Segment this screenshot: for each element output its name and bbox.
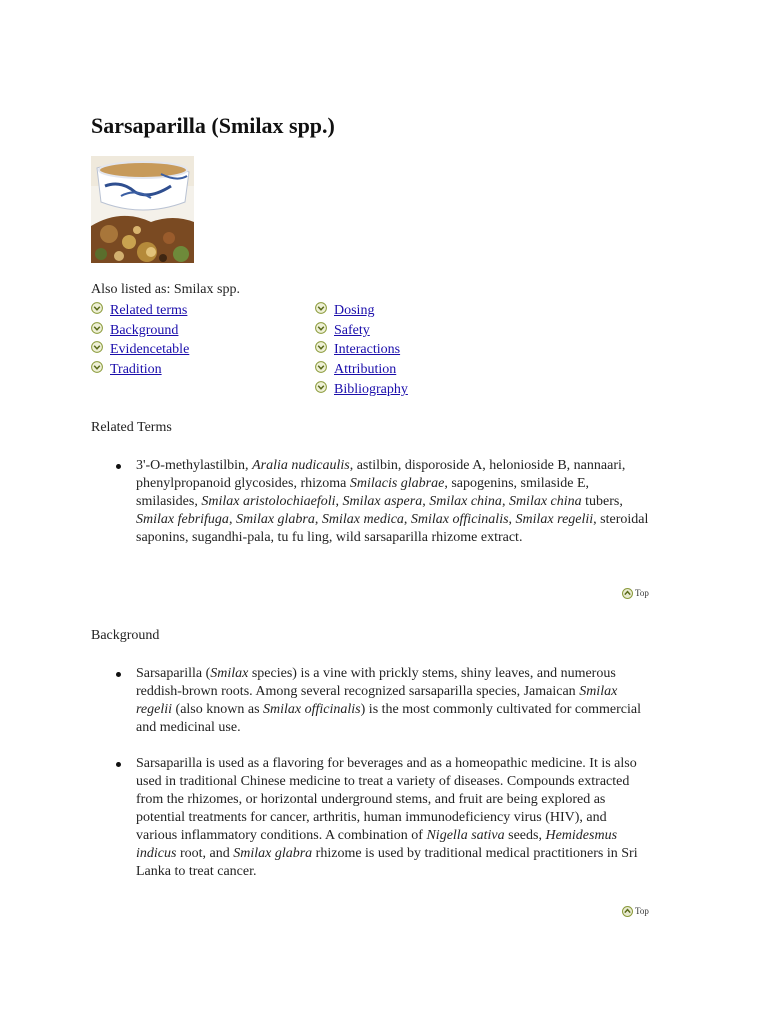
nav-column-left	[91, 301, 189, 380]
nav-item-bibliography[interactable]	[315, 380, 408, 400]
nav-item-interactions[interactable]	[315, 341, 408, 361]
nav-link[interactable]: Tradition	[110, 362, 162, 378]
back-to-top-label: Top	[635, 588, 649, 598]
up-arrow-icon	[622, 906, 633, 917]
nav-link[interactable]: Safety	[334, 322, 370, 338]
chevron-down-icon	[91, 341, 103, 353]
background-list	[91, 665, 651, 881]
chevron-down-icon	[91, 322, 103, 334]
nav-link[interactable]: Bibliography	[334, 382, 408, 398]
chevron-down-icon	[315, 381, 327, 393]
back-to-top-link[interactable]	[622, 905, 651, 917]
chevron-down-icon	[315, 341, 327, 353]
nav-link[interactable]: Evidencetable	[110, 342, 190, 358]
nav-item-attribution[interactable]	[315, 360, 408, 380]
nav-column-right	[315, 301, 408, 400]
nav-link[interactable]: Dosing	[334, 302, 375, 318]
list-item: Sarsaparilla (Smilax species) is a vine with prickly stems, shiny leaves, and numerous reddish-brown roots. Among several recognized sarsaparilla species, Jamaican Smilax regelii (also known as Smilax officinalis) is the most commonly cultivated for commercial and medicinal use.	[91, 665, 651, 737]
nav-item-related-terms[interactable]	[91, 301, 189, 321]
also-listed-as: Also listed as: Smilax spp.	[91, 282, 240, 297]
up-arrow-icon	[622, 588, 633, 599]
nav-link[interactable]: Background	[110, 322, 179, 338]
nav-link[interactable]: Attribution	[334, 362, 397, 378]
sarsaparilla-image	[91, 156, 194, 263]
nav-item-tradition[interactable]	[91, 360, 189, 380]
related-terms-heading: Related Terms	[91, 420, 172, 435]
nav-link[interactable]: Related terms	[110, 302, 188, 318]
list-item: 3'-O-methylastilbin, Aralia nudicaulis, astilbin, disporoside A, helonioside B, nannaari, phenylpropanoid glycosides, rhizoma Smilacis glabrae, sapogenins, smilaside E, smilasides, Smilax aristolochiaefoli, Smilax aspera, Smilax china, Smilax china tubers, Smilax febrifuga, Smilax glabra, Smilax medica, Smilax officinalis, Smilax regelii, steroidal saponins, sugandhi-pala, tu fu ling, wild sarsaparilla rhizome extract.	[91, 457, 651, 547]
nav-item-dosing[interactable]	[315, 301, 408, 321]
page-title: Sarsaparilla (Smilax spp.)	[91, 113, 335, 138]
chevron-down-icon	[91, 302, 103, 314]
chevron-down-icon	[91, 361, 103, 373]
chevron-down-icon	[315, 302, 327, 314]
chevron-down-icon	[315, 322, 327, 334]
back-to-top-link[interactable]	[622, 587, 651, 599]
chevron-down-icon	[315, 361, 327, 373]
background-heading: Background	[91, 628, 160, 643]
nav-link[interactable]: Interactions	[334, 342, 401, 358]
related-terms-list	[91, 457, 651, 547]
nav-item-evidencetable[interactable]	[91, 341, 189, 361]
back-to-top-label: Top	[635, 906, 649, 916]
nav-item-safety[interactable]	[315, 321, 408, 341]
nav-item-background[interactable]	[91, 321, 189, 341]
list-item: Sarsaparilla is used as a flavoring for beverages and as a homeopathic medicine. It is also used in traditional Chinese medicine to treat a variety of diseases. Compounds extracted from the rhizomes, or horizontal underground stems, and fruit are being explored as potential treatments for cancer, arthritis, human immunodeficiency virus (HIV), and various inflammatory conditions. A combination of Nigella sativa seeds, Hemidesmus indicus root, and Smilax glabra rhizome is used by traditional medical practitioners in Sri Lanka to treat cancer.	[91, 755, 651, 881]
